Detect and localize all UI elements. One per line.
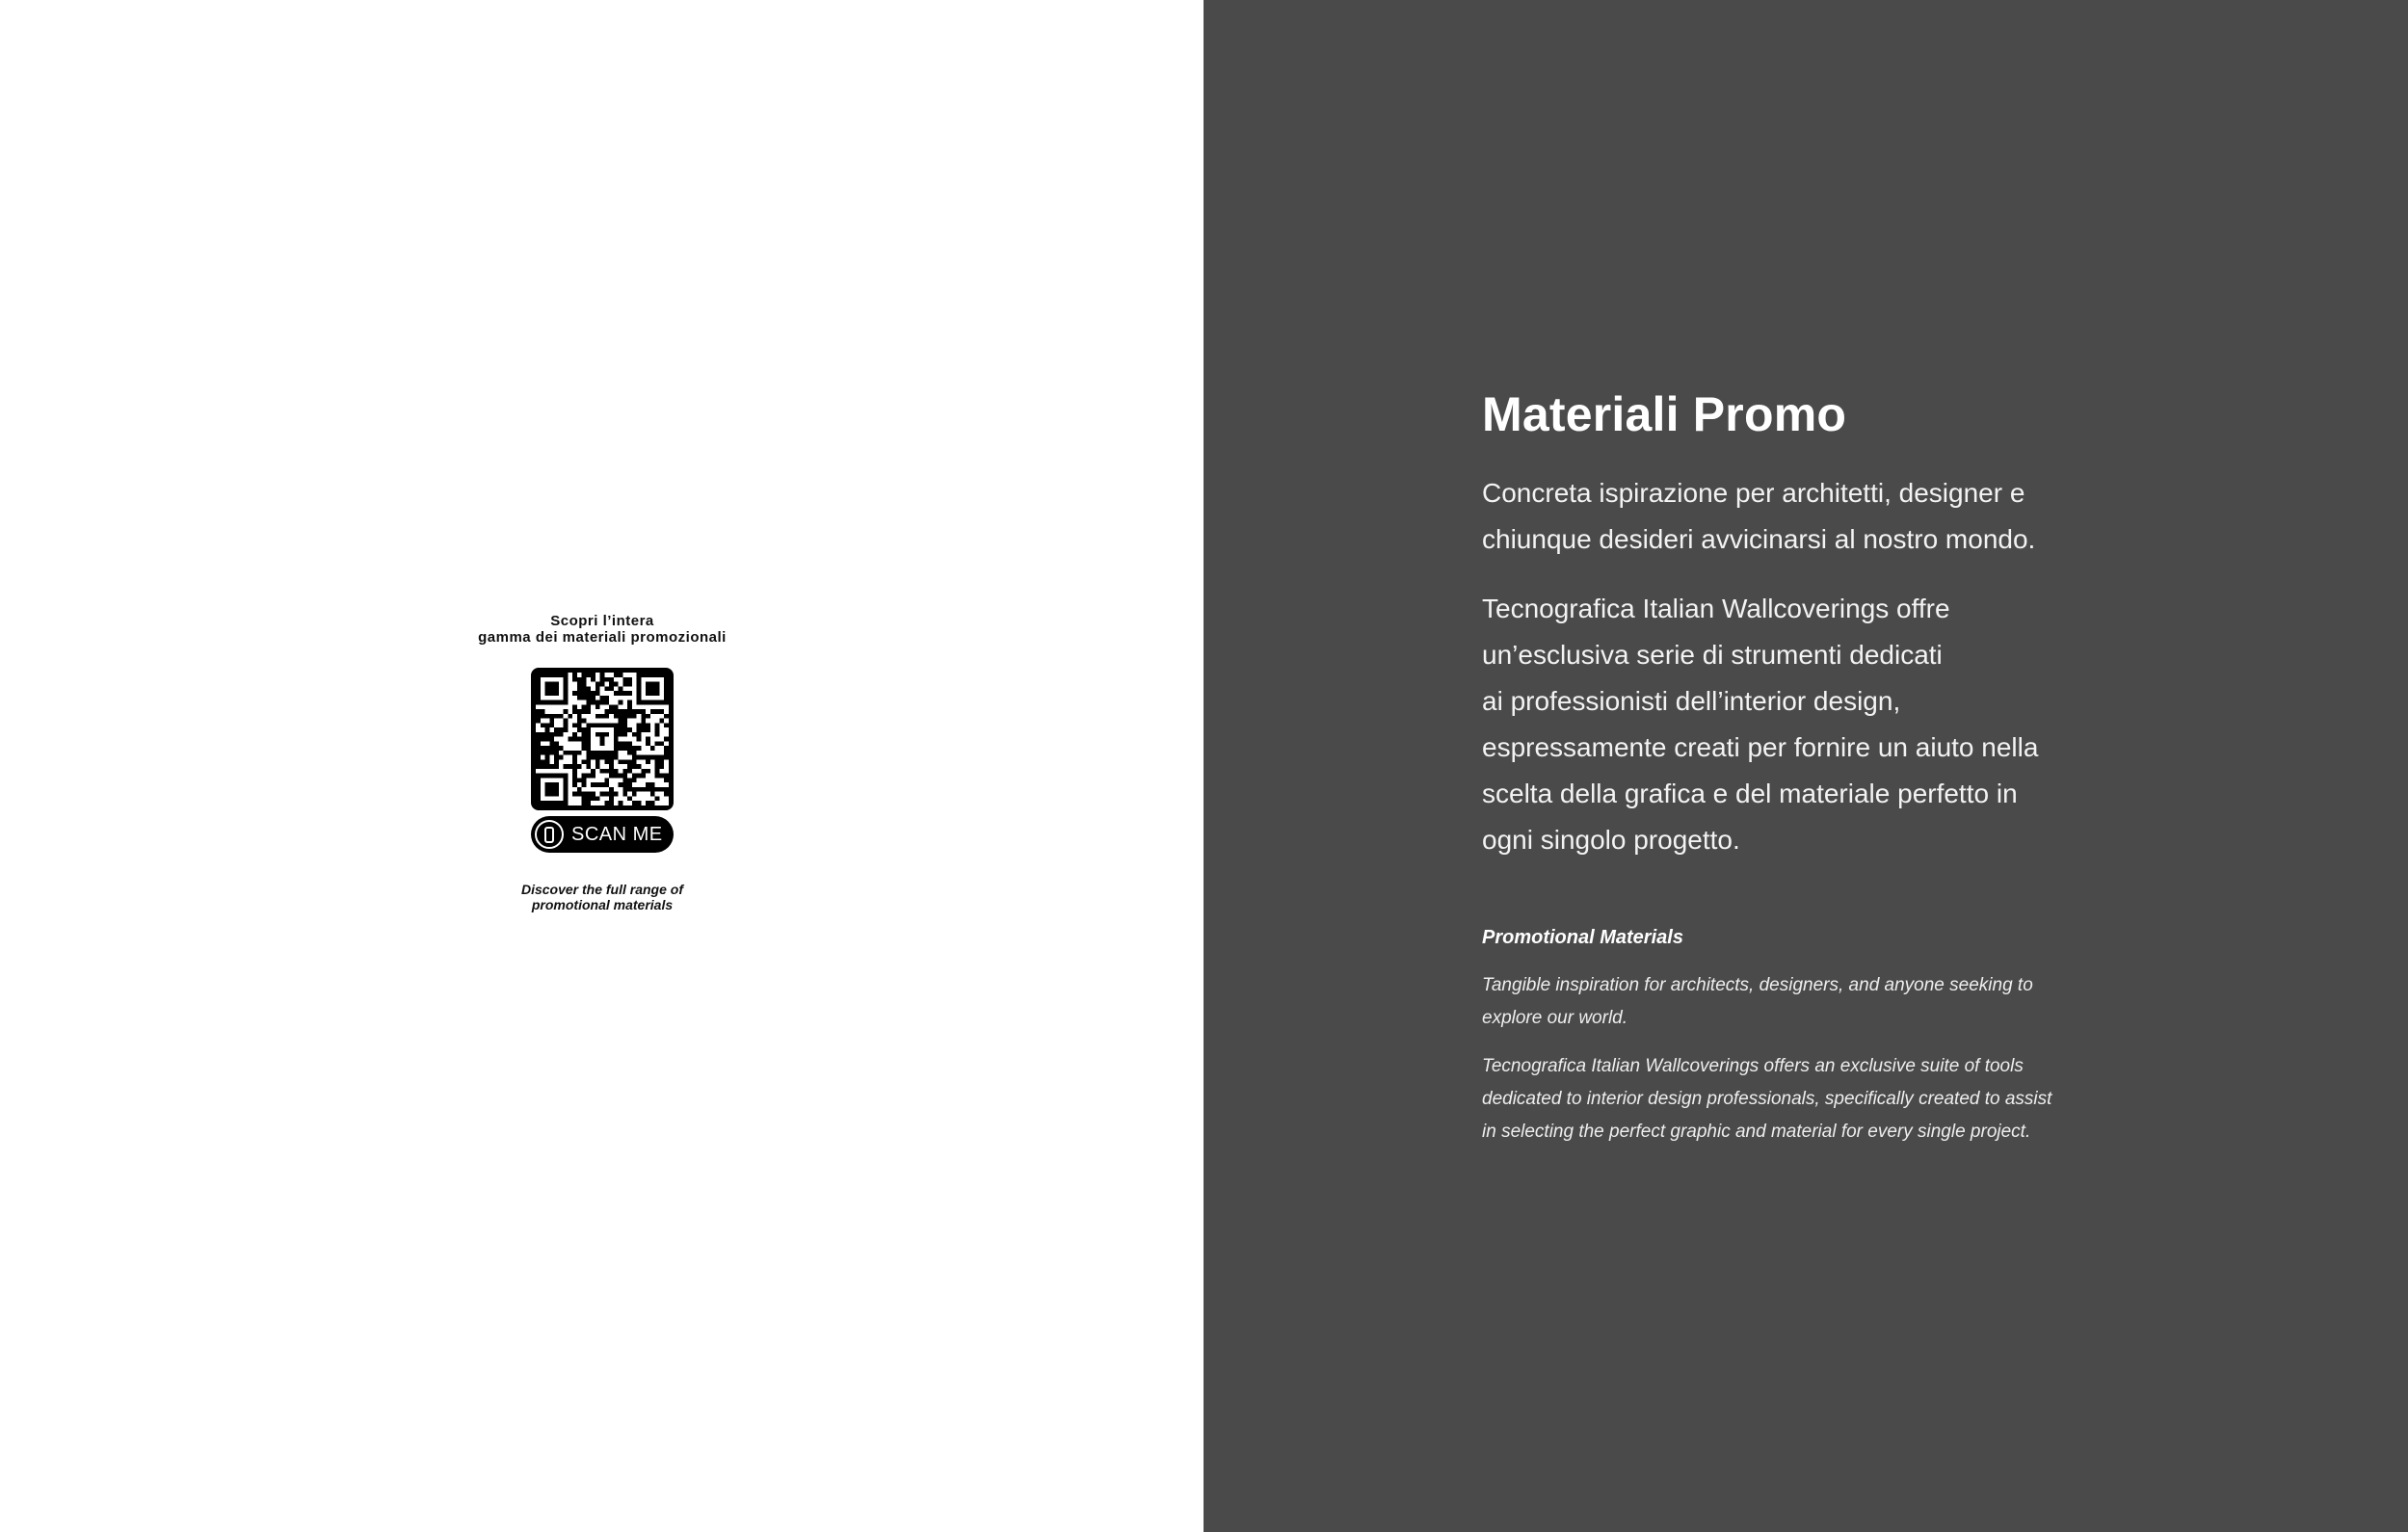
intro-it bbox=[1482, 470, 2099, 563]
intro-en-line: explore our world. bbox=[1482, 1008, 1628, 1028]
body-en-line: Tecnografica Italian Wallcoverings offers an exclusive suite of tools bbox=[1482, 1056, 2024, 1076]
scan-me-label: SCAN ME bbox=[571, 823, 663, 845]
qr-caption-it-line: Scopri l’intera bbox=[550, 613, 654, 629]
body-it-line: Tecnografica Italian Wallcoverings offre bbox=[1482, 594, 1950, 623]
qr-caption-it bbox=[453, 613, 752, 646]
body-it-line: ai professionisti dell’interior design, bbox=[1482, 686, 1901, 716]
intro-en bbox=[1482, 969, 2099, 1035]
body-en-line: in selecting the perfect graphic and material for every single project. bbox=[1482, 1122, 2031, 1142]
body-it-line: espressamente creati per fornire un aiuto nella bbox=[1482, 732, 2039, 762]
scan-me-badge bbox=[531, 816, 674, 853]
page-title: Materiali Promo bbox=[1482, 387, 1847, 441]
qr-caption-en-line: promotional materials bbox=[531, 897, 674, 912]
body-it-line: ogni singolo progetto. bbox=[1482, 825, 1740, 855]
body-en bbox=[1482, 1050, 2099, 1149]
intro-it-line: chiunque desideri avvicinarsi al nostro mondo. bbox=[1482, 524, 2036, 554]
qr-code-icon[interactable] bbox=[531, 668, 674, 810]
qr-code-graphic bbox=[536, 673, 669, 806]
subtitle-en: Promotional Materials bbox=[1482, 927, 1683, 948]
body-it-line: scelta della grafica e del materiale perfetto in bbox=[1482, 779, 2018, 808]
qr-caption-en-line: Discover the full range of bbox=[520, 882, 684, 897]
content-column bbox=[1482, 385, 2099, 1149]
body-it-line: un’esclusiva serie di strumenti dedicati bbox=[1482, 640, 1943, 670]
qr-caption-it-line: gamma dei materiali promozionali bbox=[478, 629, 727, 646]
body-it bbox=[1482, 586, 2099, 863]
body-en-line: dedicated to interior design professionals, specifically created to assist bbox=[1482, 1089, 2052, 1109]
qr-caption-en bbox=[453, 882, 752, 912]
qr-block bbox=[453, 613, 752, 912]
intro-en-line: Tangible inspiration for architects, designers, and anyone seeking to bbox=[1482, 975, 2033, 995]
intro-it-line: Concreta ispirazione per architetti, designer e bbox=[1482, 478, 2025, 508]
smartphone-icon bbox=[535, 820, 564, 849]
